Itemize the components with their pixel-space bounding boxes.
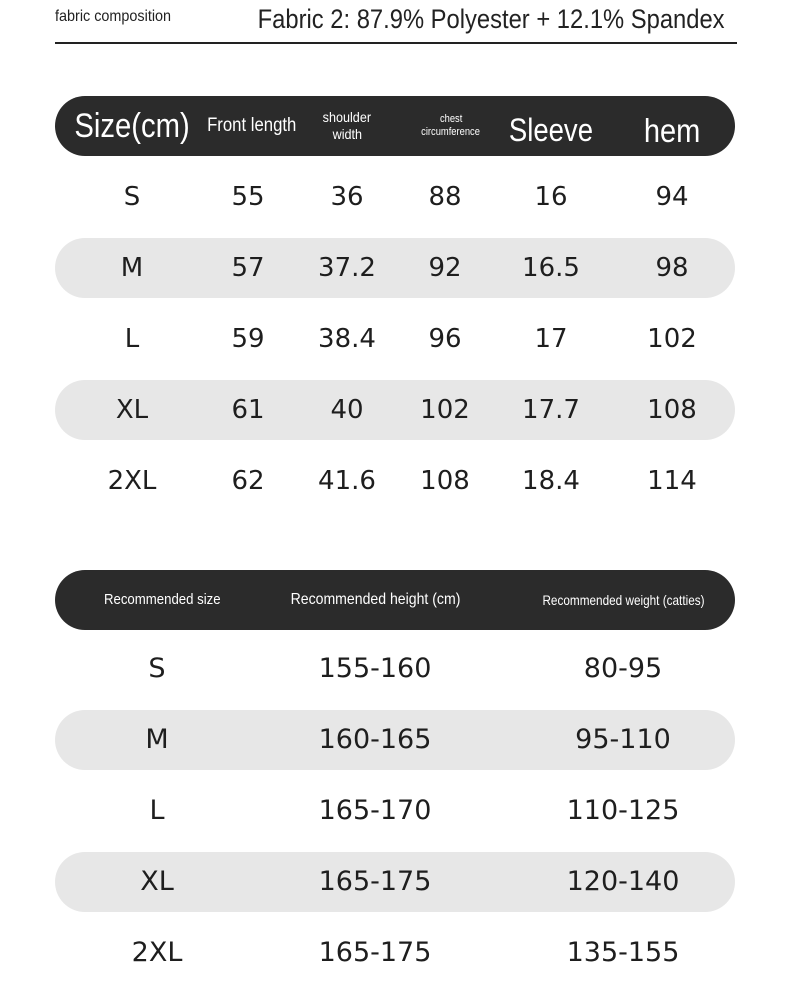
header-shoulder-width [297,96,397,156]
recommended-weight-cell: 135-155 [566,937,680,968]
shoulder-width-cell: 36 [330,182,364,212]
recommended-weight-cell: 95-110 [575,724,671,755]
header-chest-text-1: chest [439,112,463,125]
header-hem [621,96,723,156]
shoulder-width-cell: 41.6 [318,466,376,496]
header-sleeve-text: Sleeve [508,111,594,148]
recommended-size-cell: 2XL [131,937,183,968]
shoulder-width-cell: 37.2 [318,253,376,283]
chest-cell: 96 [428,324,462,354]
fabric-composition-label: fabric composition [55,8,172,25]
header-recommended-size [87,570,237,630]
sleeve-cell: 16 [534,182,568,212]
front-length-cell: 55 [231,182,265,212]
header-size-text: Size(cm) [74,106,190,145]
chest-cell: 108 [420,466,470,496]
table-row [55,923,735,983]
chest-cell: 92 [428,253,462,283]
table-row [55,710,735,770]
front-length-cell: 59 [231,324,265,354]
size-cell: L [124,324,140,354]
recommended-height-cell: 155-160 [318,653,432,684]
header-front-length-text: Front length [207,114,297,136]
front-length-cell: 57 [231,253,265,283]
hem-cell: 94 [655,182,689,212]
header-sleeve [500,96,602,156]
header-shoulder-text-2: width [332,126,362,142]
recommended-height-cell: 165-170 [318,795,432,826]
recommended-weight-cell: 120-140 [566,866,680,897]
hem-cell: 108 [647,395,697,425]
table-row [55,852,735,912]
size-cell: XL [115,395,149,425]
header-chest-text-2: circumference [421,126,481,138]
recommended-size-cell: S [148,653,166,684]
chest-cell: 88 [428,182,462,212]
header-recommended-height-text: Recommended height (cm) [290,591,460,609]
fabric-composition-bar [55,0,737,44]
front-length-cell: 61 [231,395,265,425]
table-row [55,451,735,511]
table-row [55,309,735,369]
header-size [74,96,190,156]
recommended-size-cell: XL [140,866,174,897]
recommended-size-cell: M [145,724,169,755]
recommended-size-cell: L [149,795,165,826]
header-recommended-weight [523,570,723,630]
sleeve-cell: 17.7 [522,395,580,425]
recommendation-table [55,570,735,983]
sleeve-cell: 16.5 [522,253,580,283]
size-chart-table [55,96,735,511]
recommendation-header [55,570,735,630]
header-front-length [198,96,306,156]
table-row [55,639,735,699]
recommended-weight-cell: 110-125 [566,795,680,826]
table-row [55,781,735,841]
header-recommended-height [275,570,475,630]
size-cell: M [120,253,144,283]
sleeve-cell: 18.4 [522,466,580,496]
shoulder-width-cell: 40 [330,395,364,425]
table-row [55,238,735,298]
recommended-weight-cell: 80-95 [583,653,663,684]
hem-cell: 114 [647,466,697,496]
recommended-height-cell: 165-175 [318,937,432,968]
shoulder-width-cell: 38.4 [318,324,376,354]
fabric-composition-value: Fabric 2: 87.9% Polyester + 12.1% Spandex [258,4,725,34]
chest-cell: 102 [420,395,470,425]
header-recommended-weight-text: Recommended weight (catties) [541,591,705,608]
size-cell: S [123,182,141,212]
hem-cell: 98 [655,253,689,283]
sleeve-cell: 17 [534,324,568,354]
hem-cell: 102 [647,324,697,354]
size-cell: 2XL [107,466,157,496]
recommended-height-cell: 160-165 [318,724,432,755]
header-recommended-size-text: Recommended size [103,591,221,608]
front-length-cell: 62 [231,466,265,496]
size-chart-header [55,96,735,156]
header-hem-text: hem [643,112,701,150]
table-row [55,380,735,440]
recommended-height-cell: 165-175 [318,866,432,897]
table-row [55,167,735,227]
header-shoulder-text-1: shoulder [322,109,372,126]
header-chest-circumference [401,96,501,156]
